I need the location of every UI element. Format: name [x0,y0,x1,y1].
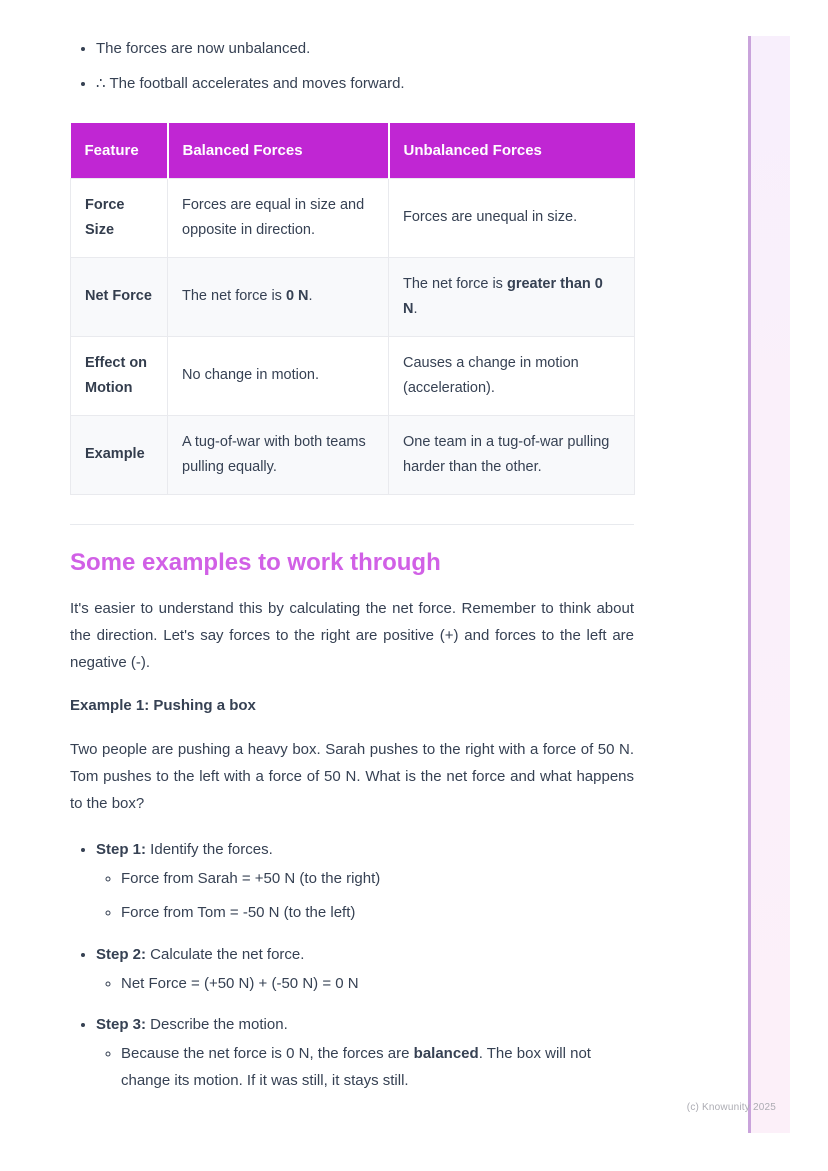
paragraph: It's easier to understand this by calculating the net force. Remember to think about the direction. Let's say forces to the right are positive (+) and forces to the left are negative (-). [70,599,634,672]
document-content [70,38,634,1109]
table-cell: Forces are equal in size and opposite in direction. [168,179,389,258]
list-item [121,900,634,926]
row-header-cell: Example [71,415,168,494]
row-header-cell: Effect on Motion [71,336,168,415]
text-segment: The net force is [182,288,286,305]
sub-bullet-text [121,1045,591,1088]
table-cell [168,257,389,336]
table-cell [389,257,635,336]
list-item-step-1 [96,837,634,927]
section-divider [70,524,634,525]
list-item [121,866,634,892]
sub-list [96,971,634,997]
page-edge-accent-line [748,36,751,1133]
bold-text-segment: greater than 0 N [403,275,603,317]
bold-text-segment: balanced [413,1045,479,1063]
bold-text-segment: Step 1: [96,840,147,858]
list-item [121,971,634,997]
table-cell: Causes a change in motion (acceleration). [389,336,635,415]
table-row [71,179,635,258]
step-label [96,1016,288,1033]
bullet-text: The forces are now unbalanced. [96,40,311,57]
table-header-row [71,123,635,179]
sub-list [96,866,634,927]
row-header-cell: Net Force [71,257,168,336]
forces-comparison-table [70,123,635,495]
text-segment: Identify the forces. [146,840,273,858]
list-item [121,1041,634,1094]
column-header-unbalanced: Unbalanced Forces [389,123,635,179]
section-heading: Some examples to work through [70,548,441,576]
sub-list [96,1041,634,1094]
step-label [96,841,273,858]
intro-bullet-list [70,38,634,95]
list-item-step-2 [96,942,634,998]
sub-bullet-text: Net Force = (+50 N) + (-50 N) = 0 N [121,974,359,992]
column-header-balanced: Balanced Forces [168,123,389,179]
steps-list [70,837,634,1094]
paragraph: Two people are pushing a heavy box. Sarah pushes to the right with a force of 50 N. Tom pushes to the left with a force of 50 N. What is the net force and what happens to the box? [70,740,634,813]
list-item-step-3 [96,1012,634,1094]
text-segment: . The box will not change its motion. If it was still, it stays still. [121,1045,591,1089]
bold-text-segment: Step 2: [96,945,147,963]
bold-text-segment: 0 N [285,288,309,305]
list-item [96,73,634,96]
table-row [71,415,635,494]
table-row [71,336,635,415]
bold-text-segment: Step 3: [96,1016,147,1034]
text-segment: Describe the motion. [146,1016,288,1034]
column-header-feature: Feature [71,123,168,179]
sub-bullet-text: Force from Sarah = +50 N (to the right) [121,870,381,888]
sub-bullet-text: Force from Tom = -50 N (to the left) [121,904,356,922]
list-item [96,38,634,61]
text-segment: . [413,300,418,317]
page-edge-highlight-panel [751,36,790,1133]
text-segment: Calculate the net force. [146,945,305,963]
watermark: (c) Knowunity 2025 [686,1102,776,1113]
text-segment: The net force is [403,275,507,292]
table-cell: A tug-of-war with both teams pulling equally. [168,415,389,494]
table-cell: Forces are unequal in size. [389,179,635,258]
row-header-cell: Force Size [71,179,168,258]
text-segment: Because the net force is 0 N, the forces are [121,1045,414,1063]
table-row [71,257,635,336]
table-cell: One team in a tug-of-war pulling harder than the other. [389,415,635,494]
table-cell: No change in motion. [168,336,389,415]
text-segment: . [308,288,313,305]
example-title: Example 1: Pushing a box [70,697,256,715]
bullet-text: ∴ The football accelerates and moves forward. [96,74,405,92]
step-label [96,946,304,963]
